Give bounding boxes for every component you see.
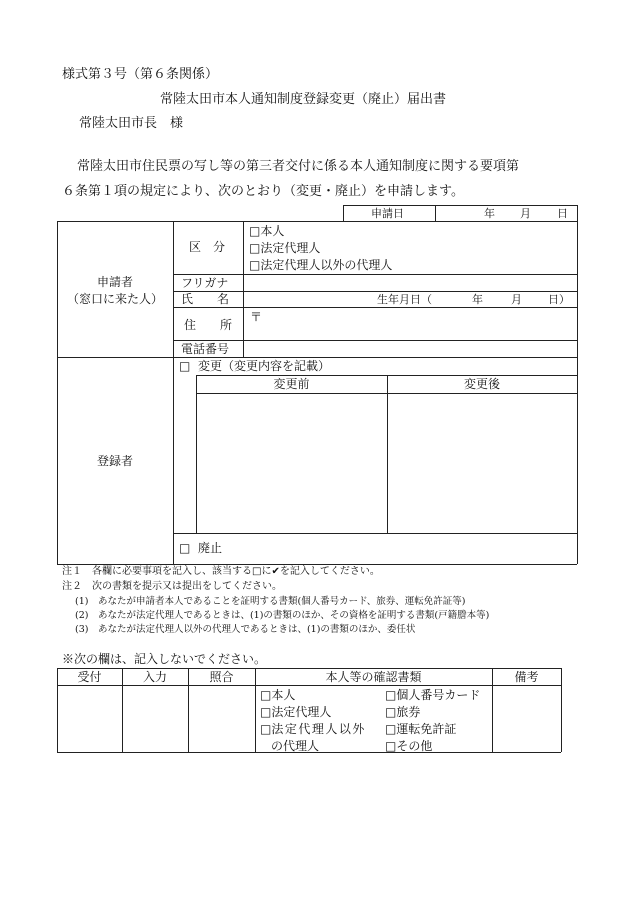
checkbox-icon[interactable]: □ [179,359,191,373]
category-option-label: 法定代理人以外の代理人 [260,258,393,272]
birth-month: 月 [511,293,522,306]
id-doc-label: 法定代理人 [271,705,332,719]
birthdate-field[interactable] [377,294,432,305]
before-change-header: 変更前 [273,377,310,391]
form-title: 常陸太田市本人通知制度登録変更（廃止）届出書 [160,92,447,107]
address-label: 住 所 [184,318,233,332]
checkbox-icon[interactable]: □ [385,722,397,736]
checkbox-icon[interactable]: □ [260,705,272,719]
office-header-id-documents: 本人等の確認書類 [325,670,422,684]
note-item: (2) あなたが法定代理人であるときは、(1)の書類のほか、その資格を証明する書類(戸籍謄本等) [75,610,490,621]
id-doc-option-mynumber-card[interactable] [385,689,480,701]
addressee: 常陸太田市長 様 [79,116,184,131]
after-change-header: 変更後 [463,377,500,391]
checkbox-icon[interactable]: □ [249,258,261,272]
category-option-other-agent[interactable] [249,259,392,271]
address-field[interactable] [250,311,570,337]
furigana-field[interactable] [244,275,576,290]
office-use-instruction: ※次の欄は、記入しないでください。 [62,652,267,666]
registrant-section-label: 登録者 [96,454,133,468]
note-1: 注１ 各欄に必要事項を記入し、該当する□に✔を記入してください。 [62,566,380,577]
id-doc-label: 個人番号カード [396,688,481,702]
category-label: 区 分 [189,240,226,254]
id-doc-label: 運転免許証 [396,722,457,736]
checkbox-icon[interactable]: □ [260,688,272,702]
application-date-day: 日 [557,207,568,220]
change-option[interactable] [179,360,330,372]
id-doc-label-continuation: の代理人 [271,739,320,753]
furigana-label: フリガナ [181,276,229,290]
name-label: 氏 名 [181,292,230,306]
change-option-label: 変更（変更内容を記載） [197,359,330,373]
checkbox-icon[interactable]: □ [249,241,261,255]
checkbox-icon[interactable]: □ [385,739,397,753]
office-header-verification: 照合 [209,670,234,684]
id-doc-option-other[interactable] [385,740,432,752]
checkbox-icon[interactable]: □ [249,224,261,238]
applicant-section-sublabel: （窓口に来た人） [66,292,163,306]
checkbox-icon[interactable]: □ [260,722,272,736]
checkbox-icon[interactable]: □ [385,705,397,719]
id-doc-label: 本人 [271,688,296,702]
after-change-field[interactable] [388,394,576,532]
office-header-reception: 受付 [77,670,102,684]
abolish-option[interactable] [179,542,222,554]
id-doc-option-other-agent[interactable] [260,723,366,735]
id-doc-option-principal[interactable] [260,689,295,701]
id-doc-label: 旅券 [396,705,421,719]
office-header-input: 入力 [142,670,167,684]
phone-field[interactable] [244,341,576,356]
id-doc-label: その他 [396,739,433,753]
category-option-legal-agent[interactable] [249,242,320,254]
application-date-year: 年 [484,207,495,220]
note-item: (1) あなたが申請者本人であることを証明する書類(個人番号カード、旅券、運転免許証等) [75,596,466,607]
category-option-principal[interactable] [249,225,284,237]
birthdate-label: 生年月日（ [377,293,432,306]
id-doc-option-legal-agent[interactable] [260,706,331,718]
id-doc-label: 法定代理人以外 [271,722,366,736]
application-date-month: 月 [520,207,531,220]
birth-day: 日） [548,293,570,306]
note-item: (3) あなたが法定代理人以外の代理人であるときは、(1)の書類のほか、委任状 [75,624,416,635]
application-date-label: 申請日 [371,207,404,220]
category-option-label: 法定代理人 [260,241,321,255]
id-doc-option-drivers-license[interactable] [385,723,456,735]
checkbox-icon[interactable]: □ [179,541,191,555]
body-text-line2: ６条第１項の規定により、次のとおり（変更・廃止）を申請します。 [62,184,464,199]
body-text-line1: 常陸太田市住民票の写し等の第三者交付に係る本人通知制度に関する要項第 [77,159,520,174]
form-number: 様式第３号（第６条関係） [62,67,219,82]
postal-mark: 〒 [250,310,263,324]
name-field[interactable] [244,292,374,306]
phone-label: 電話番号 [181,342,230,356]
id-doc-option-passport[interactable] [385,706,420,718]
before-change-field[interactable] [197,394,386,532]
category-option-label: 本人 [260,224,285,238]
office-header-remarks: 備考 [514,670,539,684]
abolish-option-label: 廃止 [197,541,222,555]
note-2: 注２ 次の書類を提示又は提出をしてください。 [62,581,282,592]
birth-year: 年 [472,293,483,306]
checkbox-icon[interactable]: □ [385,688,397,702]
applicant-section-label: 申請者 [96,275,133,289]
